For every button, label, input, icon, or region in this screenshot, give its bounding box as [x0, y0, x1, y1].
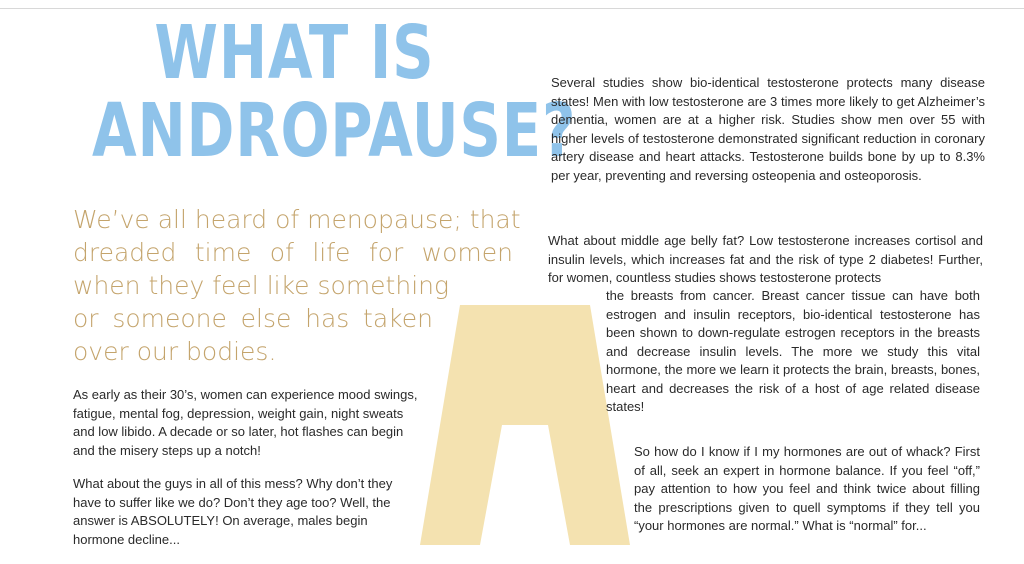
right-paragraph-3: the breasts from cancer. Breast cancer tissue can have both estrogen and insulin receptors, bio-identical testosterone has been shown to down-regulate estrogen receptors in the breasts and decrease insulin levels. The more we study this vital hormone, the more we learn it protects the brain, breasts, bones, heart and decreases the risk of a host of age related disease states!: [606, 288, 980, 414]
right-paragraph-2: What about middle age belly fat? Low testosterone increases cortisol and insulin levels, which increases fat and the risk of type 2 diabetes! Further, for women, countless studies shows testosterone protects: [548, 233, 983, 285]
right-paragraph-1: Several studies show bio-identical testosterone protects many disease states! Men with low testosterone are 3 times more likely to get Alzheimer’s dementia, women are at a higher risk. Studies show men over 55 with higher levels of testosterone demonstrated significant reduction in coronary artery disease and heart attacks. Testosterone builds bone by up to 8.3% per year, preventing and reversing osteopenia and osteoporosis.: [551, 75, 985, 183]
intro-line-1: We’ve all heard of menopause; that: [73, 205, 521, 234]
title-line-1: WHAT IS: [154, 10, 435, 96]
intro-line-5: over our bodies.: [73, 337, 277, 366]
right-paragraph-4: So how do I know if I my hormones are out of whack? First of all, seek an expert in hormone balance. If you feel “off,” pay attention to how you feel and think twice about filling the prescriptions given to quell symptoms if they tell you “your hormones are normal.” What is “normal” for...: [634, 444, 980, 533]
left-paragraph-1: As early as their 30’s, women can experience mood swings, fatigue, mental fog, depression, weight gain, night sweats and low libido. A decade or so later, hot flashes can begin and the misery steps up a notch!: [73, 387, 418, 458]
left-column: [73, 386, 419, 564]
intro-line-4: or someone else has taken: [73, 304, 433, 333]
intro-line-3: when they feel like something: [73, 271, 449, 300]
top-edge-line: [0, 8, 1024, 9]
letter-a-shape: [420, 305, 630, 545]
left-paragraph-2: What about the guys in all of this mess? Why don’t they have to suffer like we do? Don’t they age too? Well, the answer is ABSOLUTELY! On average, males begin hormone decline...: [73, 476, 393, 547]
intro-line-2: dreaded time of life for women: [73, 238, 513, 267]
article-title: [92, 10, 577, 174]
title-line-2: ANDROPAUSE?: [92, 88, 577, 174]
decorative-letter-a: [420, 305, 630, 545]
